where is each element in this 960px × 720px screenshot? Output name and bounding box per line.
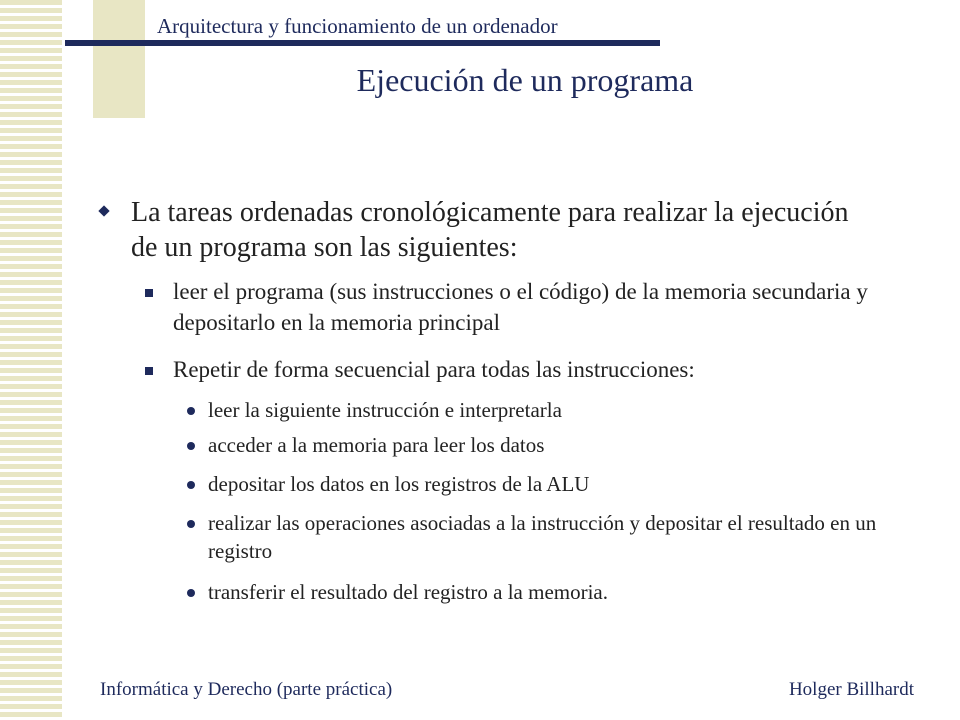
square-bullet-icon — [145, 367, 153, 375]
decorative-stripes — [0, 0, 62, 720]
step-text: transferir el resultado del registro a la memoria. — [208, 580, 609, 604]
step-text: depositar los datos en los registros de la ALU — [208, 472, 590, 496]
step-text: leer la siguiente instrucción e interpretarla — [208, 398, 562, 422]
sub-bullet-text: Repetir de forma secuencial para todas las instrucciones: — [173, 357, 695, 382]
square-bullet-icon — [145, 289, 153, 297]
sub-bullet-text: leer el programa (sus instrucciones o el código) de la memoria secundaria y depositarlo en la memoria principal — [173, 279, 868, 335]
sub-bullet — [145, 276, 915, 338]
slide-title: Ejecución de un programa — [356, 62, 694, 98]
decorative-accent-block — [93, 0, 145, 118]
step-text: realizar las operaciones asociadas a la instrucción y depositar el resultado en un registro — [208, 511, 877, 563]
round-bullet-icon — [187, 442, 195, 450]
diamond-bullet-icon — [98, 205, 109, 216]
step-item — [187, 470, 907, 498]
footer-author: Holger Billhardt — [788, 679, 914, 700]
main-bullet — [100, 195, 860, 265]
round-bullet-icon — [187, 520, 195, 528]
round-bullet-icon — [187, 407, 195, 415]
step-item — [187, 509, 907, 565]
sub-bullet — [145, 354, 915, 385]
main-bullet-text: La tareas ordenadas cronológicamente para realizar la ejecución de un programa son las siguientes: — [131, 197, 849, 263]
header-course-title: Arquitectura y funcionamiento de un ordenador — [157, 14, 558, 38]
round-bullet-icon — [187, 481, 195, 489]
step-item — [187, 578, 907, 606]
header-rule — [65, 40, 660, 46]
footer-course: Informática y Derecho (parte práctica) — [100, 679, 393, 700]
round-bullet-icon — [187, 589, 195, 597]
step-item — [187, 431, 907, 459]
step-text: acceder a la memoria para leer los datos — [208, 433, 545, 457]
step-item — [187, 396, 907, 424]
